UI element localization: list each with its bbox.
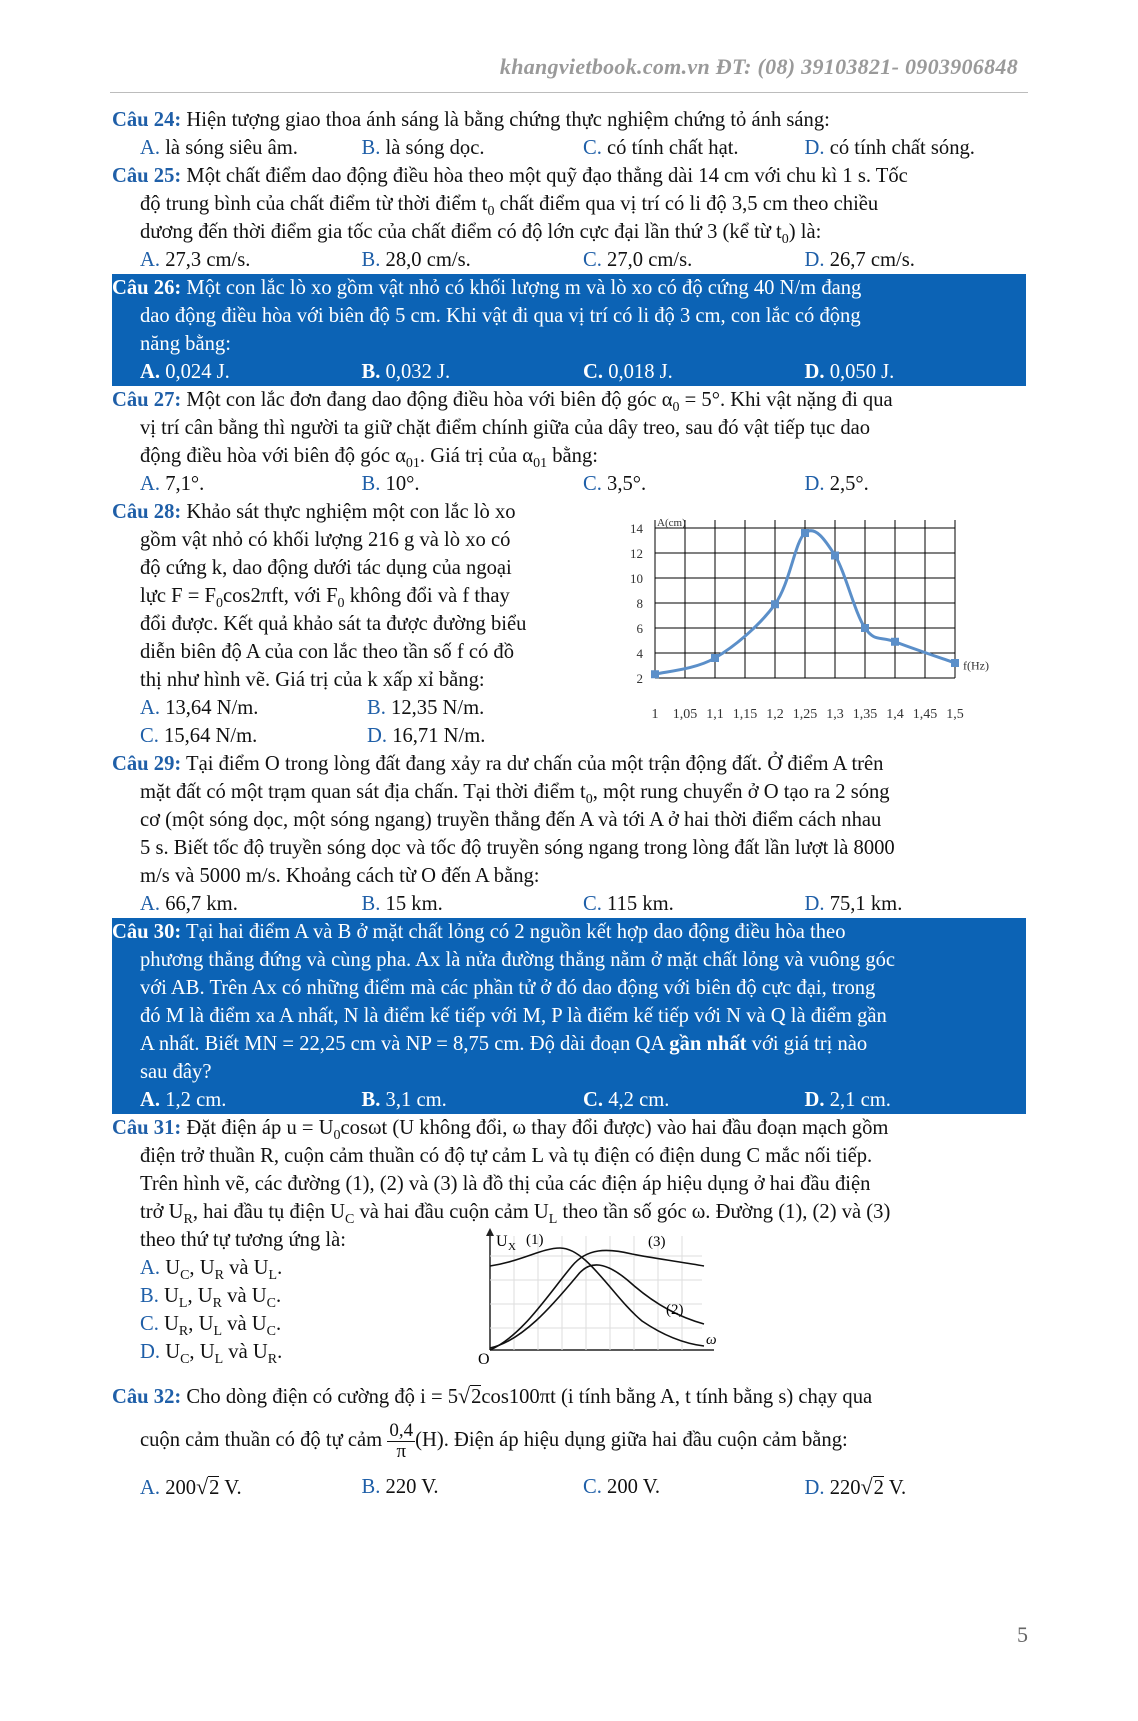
option-c[interactable]: C. $U_R$, $U_L$ và $U_C$. [140,1313,282,1340]
option-d[interactable]: D. 16,71 N/m. [367,725,486,747]
data-point [891,638,899,646]
question-text: động điều hòa với biên độ góc α [140,445,406,467]
options [112,470,1026,498]
question-text: dương đến thời điểm gia tốc của chất điểm có độ lớn cực đại lần thứ 3 (kể từ t [140,221,782,243]
option-b[interactable]: B. 10°. [361,473,420,495]
question-text: cơ (một sóng dọc, một sóng ngang) truyền thẳng đến A và tới A ở hai thời điểm cách nhau [140,809,882,831]
question-text: Đặt điện áp u = U [186,1117,334,1139]
question-text: diễn biên độ A của con lắc theo tần số f có đồ [140,641,515,663]
question-24 [112,106,1026,162]
question-text: đó M là điểm xa A nhất, N là điểm kế tiếp với M, P là điểm kế tiếp với N và Q là điểm gần [140,1005,887,1027]
question-text: sau đây? [140,1061,212,1083]
option-c[interactable]: C. 200 V. [583,1476,661,1498]
option-c[interactable]: C. 115 km. [583,893,674,915]
ylabel: U [496,1233,508,1250]
content [112,106,1026,1510]
data-point [861,624,869,632]
question-28: Câu 28: Khảo sát thực nghiệm một con lắc lò xo gồm vật nhỏ có khối lượng 216 g và lò xo có độ cứng k, dao động dưới tác dụng của ngoại lực $F = F_0\cos 2\pi ft$, với $F_0$ không đổi và f thay đổi được. Kết quả khảo sát ta được đường biểu diễn biên độ A của con lắc theo tần số f có đồ thị như hình vẽ. Giá trị của k xấp xỉ bằng: A. 13,64 N/m. B. 12,35 N/m. C. 15,64 N/m. D. 16,71 N/m. 2 4 6 8 10 12 14 1 1,05 1,1 1,15 1,2 1,25 1,3 1,35 1,4 1,45 1,5 A(cm) f(Hz) [112,498,1026,750]
question-text: điện trở thuần R, cuộn cảm thuần có độ tự cảm L và tụ điện có điện dung C mắc nối tiếp. [140,1145,873,1167]
y-tick-label: 10 [630,571,643,586]
question-27: Câu 27: Một con lắc đơn đang dao động điều hòa với biên độ góc $\alpha_0 = 5^\circ$. Khi vật nặng đi qua vị trí cân bằng thì người ta giữ chặt điểm chính giữa của dây treo, sau đó vật tiếp tục dao động điều hòa với biên độ góc $\alpha_{01}$. Giá trị của $\alpha_{01}$ bằng: A. 7,1°. B. 10°. C. 3,5°. D. 2,5°. [112,386,1026,498]
options [112,246,1026,274]
question-text: Hiện tượng giao thoa ánh sáng là bằng chứng thực nghiệm chứng tỏ ánh sáng: [186,109,830,131]
x-tick-label: 1,45 [912,707,938,722]
question-text: phương thẳng đứng và cùng pha. Ax là nửa đường thẳng nằm ở mặt chất lỏng và vuông góc [140,949,896,971]
data-point [711,654,719,662]
inductance-fraction: $\frac{0,4}{\pi}$ [389,1419,414,1462]
question-text: với AB. Trên Ax có những điểm mà các phần tử ở đó dao động với biên độ cực đại, trong [140,977,876,999]
option-b[interactable]: B. 3,1 cm. [361,1089,447,1111]
option-d[interactable]: D. có tính chất sóng. [804,137,975,159]
option-c[interactable]: C. 3,5°. [583,473,647,495]
option-c[interactable]: C. 15,64 N/m. [140,725,258,747]
option-b[interactable]: B. 220 V. [361,1476,439,1498]
option-a[interactable]: A. 7,1°. [140,473,205,495]
question-text: Một chất điểm dao động điều hòa theo một quỹ đạo thẳng dài 14 cm với chu kì 1 s. Tốc [186,165,908,187]
option-b[interactable]: B. $U_L$, $U_R$ và $U_C$. [140,1285,282,1312]
option-b[interactable]: B. 15 km. [361,893,443,915]
option-b[interactable]: B. 28,0 cm/s. [361,249,471,271]
y-axis-label: A(cm) [657,517,686,529]
option-d[interactable]: D. $U_C$, $U_L$ và $U_R$. [140,1341,283,1368]
ylabel-sub: X [508,1241,516,1253]
option-a[interactable]: A. 0,024 J. [140,361,230,383]
voltage-omega-graph [478,1226,742,1368]
page-header [0,0,1138,100]
x-axis-label: f(Hz) [963,658,989,673]
y-axis-arrow [486,1228,494,1236]
option-text: $U_R$, $U_L$ và $U_C$. [164,1313,282,1340]
data-point [951,659,959,667]
xlabel: ω [706,1332,717,1348]
question-text: thị như hình vẽ. Giá trị của k xấp xỉ bằng: [140,669,485,691]
curve-2-label: (2) [666,1302,684,1318]
curve-1-label: (1) [526,1232,544,1248]
question-label: Câu 30: [112,921,182,943]
question-31: Câu 31: Đặt điện áp $u = U_0\cos\omega t$ (U không đổi, ω thay đổi được) vào hai đầu đoạn mạch gồm điện trở thuần R, cuộn cảm thuần có độ tự cảm L và tụ điện có điện dung C mắc nối tiếp. Trên hình vẽ, các đường (1), (2) và (3) là đồ thị của các điện áp hiệu dụng ở hai đầu điện trở $U_R$, hai đầu tụ điện $U_C$ và hai đầu cuộn cảm $U_L$ theo tần số góc ω. Đường (1), (2) và (3) theo thứ tự tương ứng là: A. $U_C$, $U_R$ và $U_L$. B. $U_L$, $U_R$ và $U_C$. C. $U_R$, $U_L$ và $U_C$. D. $U_C$, $U_L$ và $U_R$. U X (1) (3) (2) ω O [112,1114,1026,1374]
option-a[interactable]: A. 66,7 km. [140,893,238,915]
amplitude-frequency-chart [610,498,1026,722]
option-text: $U_L$, $U_R$ và $U_C$. [164,1285,282,1312]
data-point [651,670,659,678]
x-tick-label: 1,3 [826,707,844,722]
question-text: độ cứng k, dao động dưới tác dụng của ngoại [140,557,512,579]
option-b[interactable]: B. là sóng dọc. [361,137,485,159]
data-point [831,552,839,560]
option-d[interactable]: D. 75,1 km. [804,893,903,915]
question-text: 5 s. Biết tốc độ truyền sóng dọc và tốc độ truyền sóng ngang trong lòng đất lần lượt là 8000 [140,837,895,859]
y-tick-label: 12 [630,546,643,561]
question-text: A nhất. Biết MN = 22,25 cm và NP = 8,75 cm. Độ dài đoạn QA [140,1033,670,1055]
question-text: năng bằng: [140,333,231,355]
question-text: đổi được. Kết quả khảo sát ta được đường biểu [140,613,527,635]
option-d[interactable]: D. 2,5°. [804,473,869,495]
question-text: độ trung bình của chất điểm từ thời điểm t [140,193,488,215]
option-d[interactable]: D. 0,050 J. [804,361,895,383]
option-a[interactable]: A. 27,3 cm/s. [140,249,251,271]
y-tick-label: 2 [636,671,643,686]
question-label: Câu 32: [112,1386,182,1408]
option-b[interactable]: B. 12,35 N/m. [367,697,485,719]
x-tick-label: 1 [651,707,659,722]
option-text: $U_C$, $U_R$ và $U_L$. [165,1257,283,1284]
chart-container [610,498,1026,750]
option-d[interactable]: D. 220√2 V. [804,1474,907,1499]
option-d[interactable]: D. 2,1 cm. [804,1089,891,1111]
question-text: lực F = F [140,585,216,607]
question-label: Câu 26: [112,277,182,299]
question-text: Trên hình vẽ, các đường (1), (2) và (3) là đồ thị của các điện áp hiệu dụng ở hai đầu điện [140,1173,871,1195]
question-29: Câu 29: Tại điểm O trong lòng đất đang xảy ra dư chấn của một trận động đất. Ở điểm A trên mặt đất có một trạm quan sát địa chấn. Tại thời điểm $t_0$, một rung chuyển ở O tạo ra 2 sóng cơ (một sóng dọc, một sóng ngang) truyền thẳng đến A và tới A ở hai thời điểm cách nhau 5 s. Biết tốc độ truyền sóng dọc và tốc độ truyền sóng ngang trong lòng đất lần lượt là 8000 m/s và 5000 m/s. Khoảng cách từ O đến A bằng: A. 66,7 km. B. 15 km. C. 115 km. D. 75,1 km. [112,750,1026,918]
x-tick-label: 1,15 [732,707,758,722]
question-text: cuộn cảm thuần có độ tự cảm [140,1429,383,1451]
question-text: Khảo sát thực nghiệm một con lắc lò xo [186,501,516,523]
question-text: m/s và 5000 m/s. Khoảng cách từ O đến A bằng: [140,865,540,887]
x-tick-label: 1,5 [946,707,964,722]
question-30: Câu 30: Tại hai điểm A và B ở mặt chất lỏng có 2 nguồn kết hợp dao động điều hòa theo phương thẳng đứng và cùng pha. Ax là nửa đường thẳng nằm ở mặt chất lỏng và vuông góc với AB. Trên Ax có những điểm mà các phần tử ở đó dao động với biên độ cực đại, trong đó M là điểm xa A nhất, N là điểm kế tiếp với M, P là điểm kế tiếp với N và Q là điểm gần A nhất. Biết MN = 22,25 cm và NP = 8,75 cm. Độ dài đoạn QA gần nhất với giá trị nào sau đây? A. 1,2 cm. B. 3,1 cm. C. 4,2 cm. D. 2,1 cm. [112,918,1026,1114]
option-c[interactable]: C. 27,0 cm/s. [583,249,693,271]
y-tick-label: 4 [636,646,643,661]
option-a[interactable]: A. 13,64 N/m. [140,697,259,719]
option-c[interactable]: C. có tính chất hạt. [583,137,739,159]
x-tick-label: 1,25 [792,707,818,722]
question-26 [112,274,1026,386]
question-text: Tại hai điểm A và B ở mặt chất lỏng có 2 nguồn kết hợp dao động điều hòa theo [186,921,846,943]
question-32: Câu 32: Cho dòng điện có cường độ i = 5√2cos100πt (i tính bằng A, t tính bằng s) chạy qua cuộn cảm thuần có độ tự cảm $\frac{0,4}{\pi}$ (H). Điện áp hiệu dụng giữa hai đầu cuộn cảm bằng: A. 200√2 V. B. 220 V. C. 200 V. D. 220√2 V. [112,1376,1026,1510]
question-label: Câu 28: [112,501,182,523]
curve-3-label: (3) [648,1234,666,1250]
option-b[interactable]: B. 0,032 J. [361,361,451,383]
options [112,722,610,750]
y-tick-label: 6 [636,621,643,636]
option-a[interactable]: A. 200√2 V. [140,1474,242,1499]
question-text: Cho dòng điện có cường độ i = 5 [186,1386,459,1408]
option-c[interactable]: C. 0,018 J. [583,361,673,383]
options [112,890,1026,918]
question-label: Câu 24: [112,109,182,131]
option-text: $U_C$, $U_L$ và $U_R$. [165,1341,283,1368]
question-label: Câu 29: [112,753,182,775]
option-a[interactable]: A. $U_C$, $U_R$ và $U_L$. [140,1257,283,1284]
question-25: Câu 25: Một chất điểm dao động điều hòa theo một quỹ đạo thẳng dài 14 cm với chu kì 1 s. Tốc độ trung bình của chất điểm từ thời điểm $t_0$ chất điểm qua vị trí có li độ 3,5 cm theo chiều dương đến thời điểm gia tốc của chất điểm có độ lớn cực đại lần thứ 3 (kể từ $t_0$) là: A. 27,3 cm/s. B. 28,0 cm/s. C. 27,0 cm/s. D. 26,7 cm/s. [112,162,1026,274]
data-point [801,529,809,537]
question-text: Một con lắc lò xo gồm vật nhỏ có khối lượng m và lò xo có độ cứng 40 N/m đang [186,277,862,299]
x-tick-label: 1,2 [766,707,784,722]
origin-label: O [478,1351,490,1368]
x-tick-label: 1,4 [886,707,904,722]
y-tick-label: 8 [636,596,643,611]
question-text: vị trí cân bằng thì người ta giữ chặt điểm chính giữa của dây treo, sau đó vật tiếp tục dao [140,417,871,439]
y-tick-label: 14 [630,521,643,536]
x-tick-label: 1,35 [852,707,878,722]
question-label: Câu 25: [112,165,182,187]
question-label: Câu 27: [112,389,182,411]
question-text: dao động điều hòa với biên độ 5 cm. Khi vật đi qua vị trí có li độ 3 cm, con lắc có động [140,305,861,327]
question-text: mặt đất có một trạm quan sát địa chấn. Tại thời điểm t [140,781,586,803]
options [112,1086,1026,1114]
option-a[interactable]: A. là sóng siêu âm. [140,137,298,159]
options [112,1464,1026,1510]
option-c[interactable]: C. 4,2 cm. [583,1089,670,1111]
header-text: khangvietbook.com.vn ĐT: (08) 39103821- 0903906848 [499,54,1018,79]
options [112,358,1026,386]
question-text: trở U [140,1201,184,1223]
option-d[interactable]: D. 26,7 cm/s. [804,249,915,271]
question-text: theo thứ tự tương ứng là: [140,1229,346,1251]
question-text: Một con lắc đơn đang dao động điều hòa với biên độ góc α [186,389,673,411]
options [112,134,1026,162]
question-text: gồm vật nhỏ có khối lượng 216 g và lò xo có [140,529,511,551]
x-tick-label: 1,1 [706,707,724,722]
header-rule [110,92,1028,93]
page-number: 5 [1017,1622,1028,1647]
data-point [771,600,779,608]
question-text: Tại điểm O trong lòng đất đang xảy ra dư chấn của một trận động đất. Ở điểm A trên [186,753,884,775]
x-tick-label: 1,05 [672,707,698,722]
option-a[interactable]: A. 1,2 cm. [140,1089,227,1111]
question-label: Câu 31: [112,1117,182,1139]
options [112,694,610,722]
